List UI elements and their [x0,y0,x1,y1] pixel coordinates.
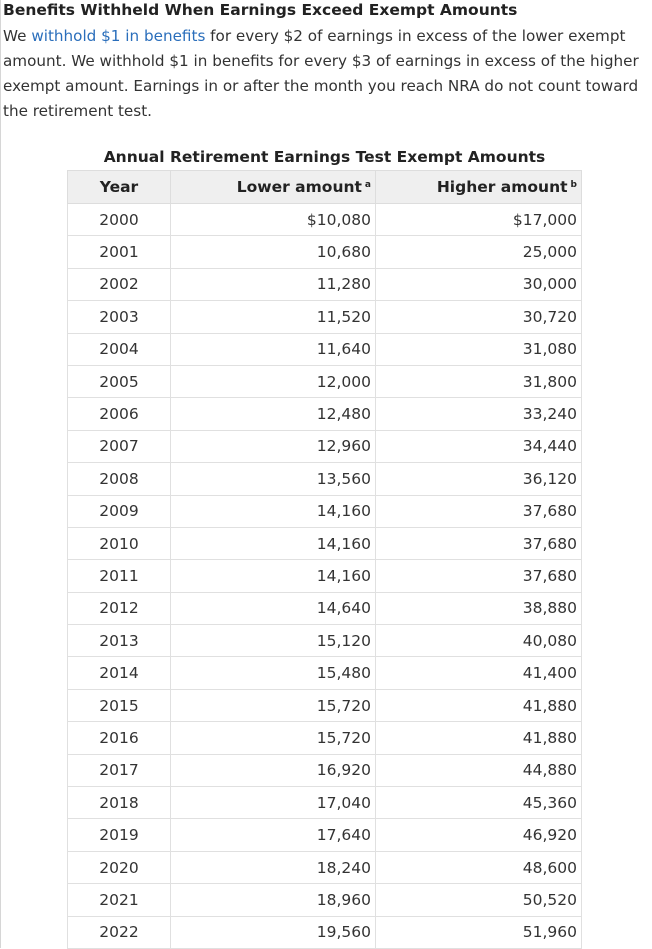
table-row [68,268,582,300]
higher-amount-cell: 41,880 [376,689,582,721]
higher-amount-cell: 33,240 [376,398,582,430]
year-cell: 2003 [68,301,171,333]
year-cell: 2019 [68,819,171,851]
lower-amount-cell: 14,160 [171,560,376,592]
year-cell: 2011 [68,560,171,592]
lower-amount-cell: 17,040 [171,787,376,819]
page-left-border [0,0,1,948]
year-cell: 2013 [68,625,171,657]
intro-paragraph [3,24,648,124]
withhold-benefits-link[interactable]: withhold $1 in benefits [31,27,206,45]
table-row [68,625,582,657]
year-cell: 2002 [68,268,171,300]
higher-amount-column-header [376,171,582,204]
higher-amount-cell: 37,680 [376,495,582,527]
year-cell: 2007 [68,430,171,462]
higher-amount-cell: 40,080 [376,625,582,657]
table-row [68,204,582,236]
higher-header-label: Higher amount [436,178,568,196]
intro-prefix: We [3,27,32,45]
intro-suffix: for every $2 of earnings in excess of the lower exempt amount. We withhold $1 in benefits for every $3 of earnings in excess of the higher exempt amount. Earnings in or after the month you reach NRA do not count toward the retirement test. [3,27,639,120]
higher-amount-cell: 48,600 [376,851,582,883]
year-cell: 2010 [68,527,171,559]
lower-amount-cell: 13,560 [171,463,376,495]
lower-amount-column-header [171,171,376,204]
lower-amount-cell: 11,280 [171,268,376,300]
higher-amount-cell: 30,000 [376,268,582,300]
year-cell: 2001 [68,236,171,268]
year-cell: 2000 [68,204,171,236]
year-cell: 2017 [68,754,171,786]
article-content [3,0,648,124]
year-cell: 2021 [68,884,171,916]
year-column-header [68,171,171,204]
table-row [68,657,582,689]
higher-amount-cell: 31,080 [376,333,582,365]
year-cell: 2005 [68,365,171,397]
higher-amount-cell: 51,960 [376,916,582,948]
section-heading: Benefits Withheld When Earnings Exceed Exempt Amounts [3,1,518,19]
year-cell: 2018 [68,787,171,819]
table-row [68,884,582,916]
table-row [68,787,582,819]
table-row [68,592,582,624]
lower-amount-cell: 15,720 [171,722,376,754]
lower-amount-cell: 18,240 [171,851,376,883]
higher-amount-cell: $17,000 [376,204,582,236]
lower-amount-cell: 19,560 [171,916,376,948]
year-cell: 2015 [68,689,171,721]
lower-amount-cell: 12,000 [171,365,376,397]
higher-amount-cell: 30,720 [376,301,582,333]
higher-amount-cell: 36,120 [376,463,582,495]
higher-amount-cell: 45,360 [376,787,582,819]
year-cell: 2022 [68,916,171,948]
lower-amount-cell: 17,640 [171,819,376,851]
lower-amount-cell: 12,480 [171,398,376,430]
lower-amount-cell: 15,120 [171,625,376,657]
lower-amount-cell: 10,680 [171,236,376,268]
higher-amount-cell: 37,680 [376,527,582,559]
lower-amount-cell: 11,520 [171,301,376,333]
higher-amount-cell: 37,680 [376,560,582,592]
footnote-b-marker[interactable]: b [570,180,577,190]
table-row [68,236,582,268]
lower-amount-cell: 14,640 [171,592,376,624]
lower-amount-cell: 18,960 [171,884,376,916]
table-row [68,430,582,462]
lower-amount-cell: $10,080 [171,204,376,236]
year-cell: 2016 [68,722,171,754]
higher-amount-cell: 41,880 [376,722,582,754]
table-row [68,333,582,365]
exempt-amounts-table [67,147,582,949]
year-cell: 2008 [68,463,171,495]
higher-amount-cell: 38,880 [376,592,582,624]
higher-amount-cell: 50,520 [376,884,582,916]
lower-amount-cell: 14,160 [171,527,376,559]
lower-amount-cell: 12,960 [171,430,376,462]
higher-amount-cell: 41,400 [376,657,582,689]
year-cell: 2014 [68,657,171,689]
footnote-a-marker[interactable]: a [364,180,371,190]
year-cell: 2009 [68,495,171,527]
lower-amount-cell: 16,920 [171,754,376,786]
higher-amount-cell: 46,920 [376,819,582,851]
higher-amount-cell: 25,000 [376,236,582,268]
year-cell: 2012 [68,592,171,624]
higher-amount-cell: 44,880 [376,754,582,786]
table-row [68,527,582,559]
year-cell: 2020 [68,851,171,883]
table-row [68,722,582,754]
table-row [68,301,582,333]
table-caption: Annual Retirement Earnings Test Exempt Amounts [103,148,546,166]
table-row [68,495,582,527]
table-row [68,398,582,430]
higher-amount-cell: 34,440 [376,430,582,462]
year-cell: 2006 [68,398,171,430]
lower-header-label: Lower amount [236,178,362,196]
higher-amount-cell: 31,800 [376,365,582,397]
table-row [68,754,582,786]
table-row [68,463,582,495]
table-row [68,916,582,948]
table-row [68,819,582,851]
lower-amount-cell: 11,640 [171,333,376,365]
lower-amount-cell: 15,720 [171,689,376,721]
table-row [68,689,582,721]
lower-amount-cell: 15,480 [171,657,376,689]
table-row [68,851,582,883]
table-body [68,204,582,949]
table-header-row [68,171,582,204]
lower-amount-cell: 14,160 [171,495,376,527]
table-row [68,365,582,397]
year-header-label: Year [99,178,139,196]
year-cell: 2004 [68,333,171,365]
table-row [68,560,582,592]
